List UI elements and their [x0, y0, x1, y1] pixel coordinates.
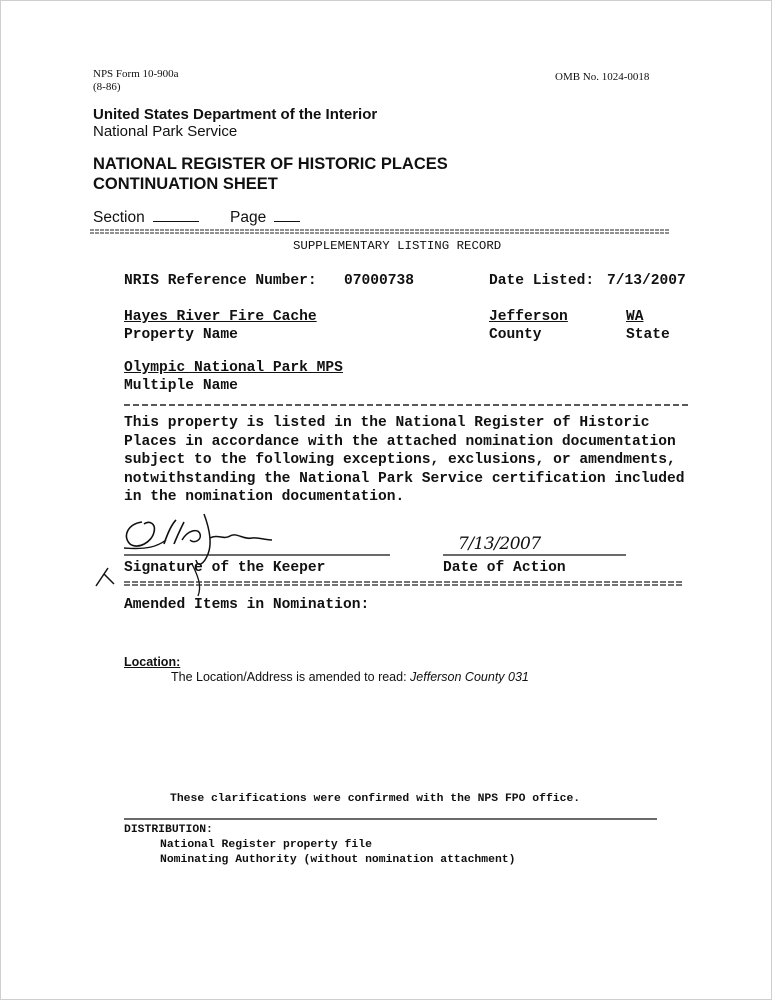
- omb-number: OMB No. 1024-0018: [555, 71, 650, 83]
- nris-value: 07000738: [344, 273, 415, 289]
- department-name: United States Department of the Interior: [93, 106, 378, 123]
- multiple-name-label: Multiple Name: [124, 378, 238, 394]
- section-field: [93, 207, 199, 227]
- date-line: [443, 554, 627, 557]
- agency-name: National Park Service: [93, 123, 238, 140]
- form-number: NPS Form 10-900a: [93, 68, 179, 80]
- listing-statement: This property is listed in the National Register of Historic Places in accordance with the attached nomination documentation subject to the following exceptions, exclusions, or amendments, notwithstanding the National Park Service certification included in the nomination documentation.: [124, 415, 685, 505]
- property-name-value: Hayes River Fire Cache: [124, 309, 317, 325]
- county-value: Jefferson: [489, 309, 568, 325]
- location-heading: Location:: [124, 655, 181, 669]
- check-mark: [92, 562, 120, 590]
- section-blank: [153, 207, 199, 222]
- signature-line: [124, 554, 390, 557]
- location-amendment: [171, 670, 529, 684]
- date-listed-label: Date Listed:: [489, 273, 595, 289]
- nris-label: NRIS Reference Number:: [124, 273, 317, 289]
- signature-label: Signature of the Keeper: [124, 560, 326, 576]
- page-blank: [274, 207, 300, 222]
- distribution-item: National Register property file: [160, 839, 372, 851]
- record-double-rule: [124, 580, 684, 588]
- date-of-action-handwritten: 7/13/2007: [458, 534, 541, 554]
- header-double-rule: [90, 228, 674, 236]
- clarification-note: These clarifications were confirmed with the NPS FPO office.: [170, 793, 581, 805]
- page-field: [230, 207, 300, 227]
- dashed-separator: [124, 403, 690, 407]
- form-subtitle: CONTINUATION SHEET: [93, 175, 278, 193]
- property-name-label: Property Name: [124, 327, 238, 343]
- amended-items-heading: Amended Items in Nomination:: [124, 597, 370, 613]
- location-value: Jefferson County 031: [410, 670, 529, 684]
- county-label: County: [489, 327, 542, 343]
- multiple-name-value: Olympic National Park MPS: [124, 360, 343, 376]
- distribution-label: DISTRIBUTION:: [124, 824, 213, 836]
- location-text: The Location/Address is amended to read:: [171, 670, 407, 684]
- date-of-action-label: Date of Action: [443, 560, 566, 576]
- state-value: WA: [626, 309, 644, 325]
- state-label: State: [626, 327, 670, 343]
- record-heading: SUPPLEMENTARY LISTING RECORD: [293, 239, 502, 253]
- form-date: (8-86): [93, 81, 121, 93]
- section-label: Section: [93, 209, 145, 226]
- distribution-item: Nominating Authority (without nomination attachment): [160, 854, 516, 866]
- date-listed-value: 7/13/2007: [607, 273, 686, 289]
- distribution-rule: [124, 818, 658, 821]
- page-label: Page: [230, 209, 267, 226]
- form-title: NATIONAL REGISTER OF HISTORIC PLACES: [93, 155, 448, 173]
